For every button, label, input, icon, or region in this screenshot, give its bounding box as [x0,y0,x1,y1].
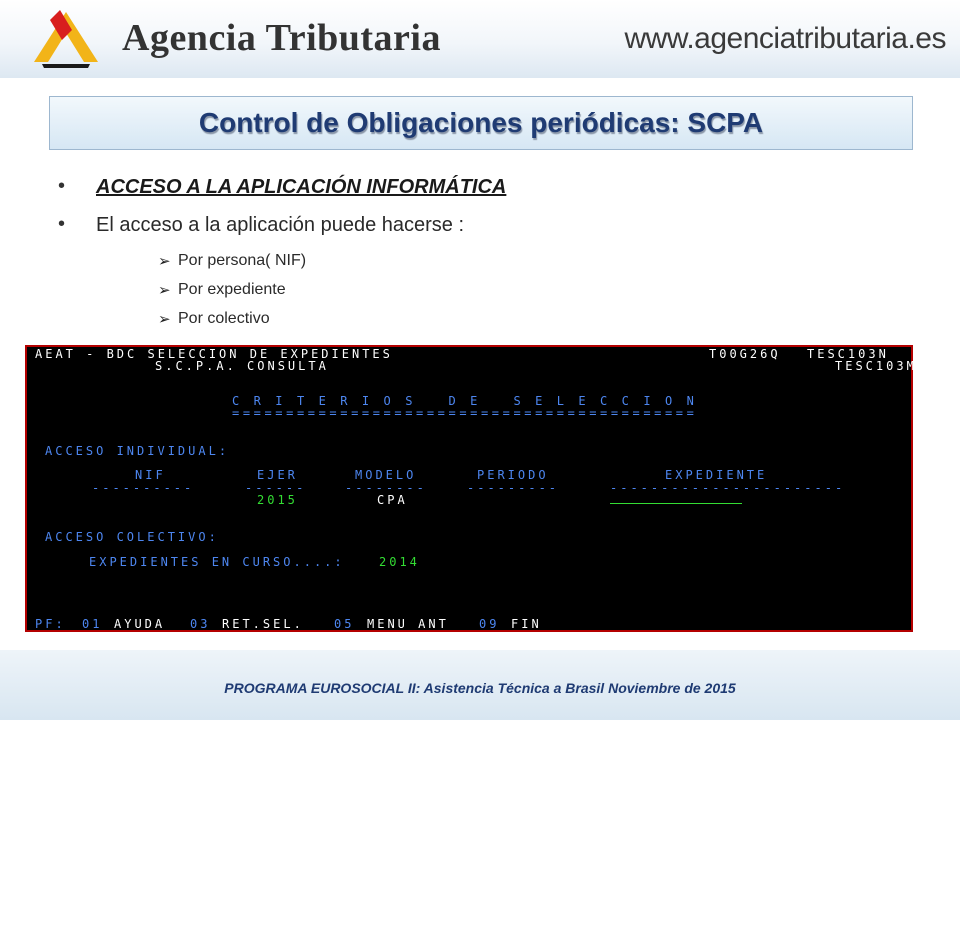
pf-key-01[interactable]: 01 [82,617,103,631]
terminal-screen [25,345,917,632]
pf-key-09[interactable]: 09 [479,617,500,631]
criteria-rule: =========================================== [232,406,698,420]
individual-access-label: ACCESO INDIVIDUAL: [45,444,230,458]
bullet-item [58,214,918,252]
slide-title: Control de Obligaciones periódicas: SCPA [198,107,764,138]
site-url[interactable]: www.agenciatributaria.es [624,22,946,55]
sub-item [58,310,918,339]
terminal-screen-id: TESC103N [807,347,889,361]
footer-band [0,650,960,720]
collective-access-label: ACCESO COLECTIVO: [45,530,219,544]
bullet-heading: ACCESO A LA APLICACIÓN INFORMÁTICA [96,176,507,198]
pf-key-03[interactable]: 03 [190,617,211,631]
pf-key-05[interactable]: 05 [334,617,355,631]
expediente-input-field[interactable]: ----------------------- [610,481,846,495]
bullet-dot: • [58,213,66,235]
ejer-value[interactable]: 2015 [257,493,298,507]
pf-label-ret-sel[interactable]: RET.SEL. [222,617,304,631]
pf-label-ayuda[interactable]: AYUDA [114,617,166,631]
criteria-title: C R I T E R I O S D E S E L E C C I O N [232,394,698,408]
arrow-bullet-icon: ➢ [158,282,171,299]
ejer-input-field[interactable]: ------ [245,481,307,495]
periodo-input-field[interactable]: --------- [467,481,560,495]
sub-item-text: Por colectivo [178,310,270,327]
header-banner [0,0,960,78]
expedientes-en-curso-label: EXPEDIENTES EN CURSO....: [89,555,345,569]
terminal-subtitle: S.C.P.A. CONSULTA [155,359,329,373]
terminal-header-title: AEAT - BDC SELECCION DE EXPEDIENTES [35,347,393,361]
arrow-bullet-icon: ➢ [158,253,171,270]
expedientes-en-curso-value[interactable]: 2014 [379,555,420,569]
sub-item [58,252,918,281]
bullet-dot: • [58,175,66,197]
modelo-input-field[interactable]: -------- [345,481,427,495]
column-header-nif: NIF [135,468,166,482]
column-header-expediente: EXPEDIENTE [665,468,768,482]
pf-label: PF: [35,617,66,631]
column-header-modelo: MODELO [355,468,417,482]
bullet-item [58,176,918,214]
slide-title-box [49,96,913,150]
bullet-text: El acceso a la aplicación puede hacerse : [96,214,465,236]
pf-label-menu-ant[interactable]: MENU ANT [367,617,449,631]
bullet-list [58,176,918,339]
terminal-transaction-code: T00G26Q [709,347,781,361]
arrow-bullet-icon: ➢ [158,311,171,328]
column-header-ejer: EJER [257,468,298,482]
aeat-logo-icon [30,6,102,68]
expediente-cursor-line [610,503,742,504]
sub-item-text: Por persona( NIF) [178,252,307,269]
nif-input-field[interactable]: ---------- [92,481,195,495]
brand-name: Agencia Tributaria [122,17,441,59]
pf-label-fin[interactable]: FIN [511,617,542,631]
footer-text: PROGRAMA EUROSOCIAL II: Asistencia Técnica a Brasil Noviembre de 2015 [224,680,736,696]
modelo-value[interactable]: CPA [377,493,408,507]
column-header-periodo: PERIODO [477,468,549,482]
sub-item-text: Por expediente [178,281,286,298]
terminal-screen-id-2: TESC103M [835,359,917,373]
sub-item [58,281,918,310]
